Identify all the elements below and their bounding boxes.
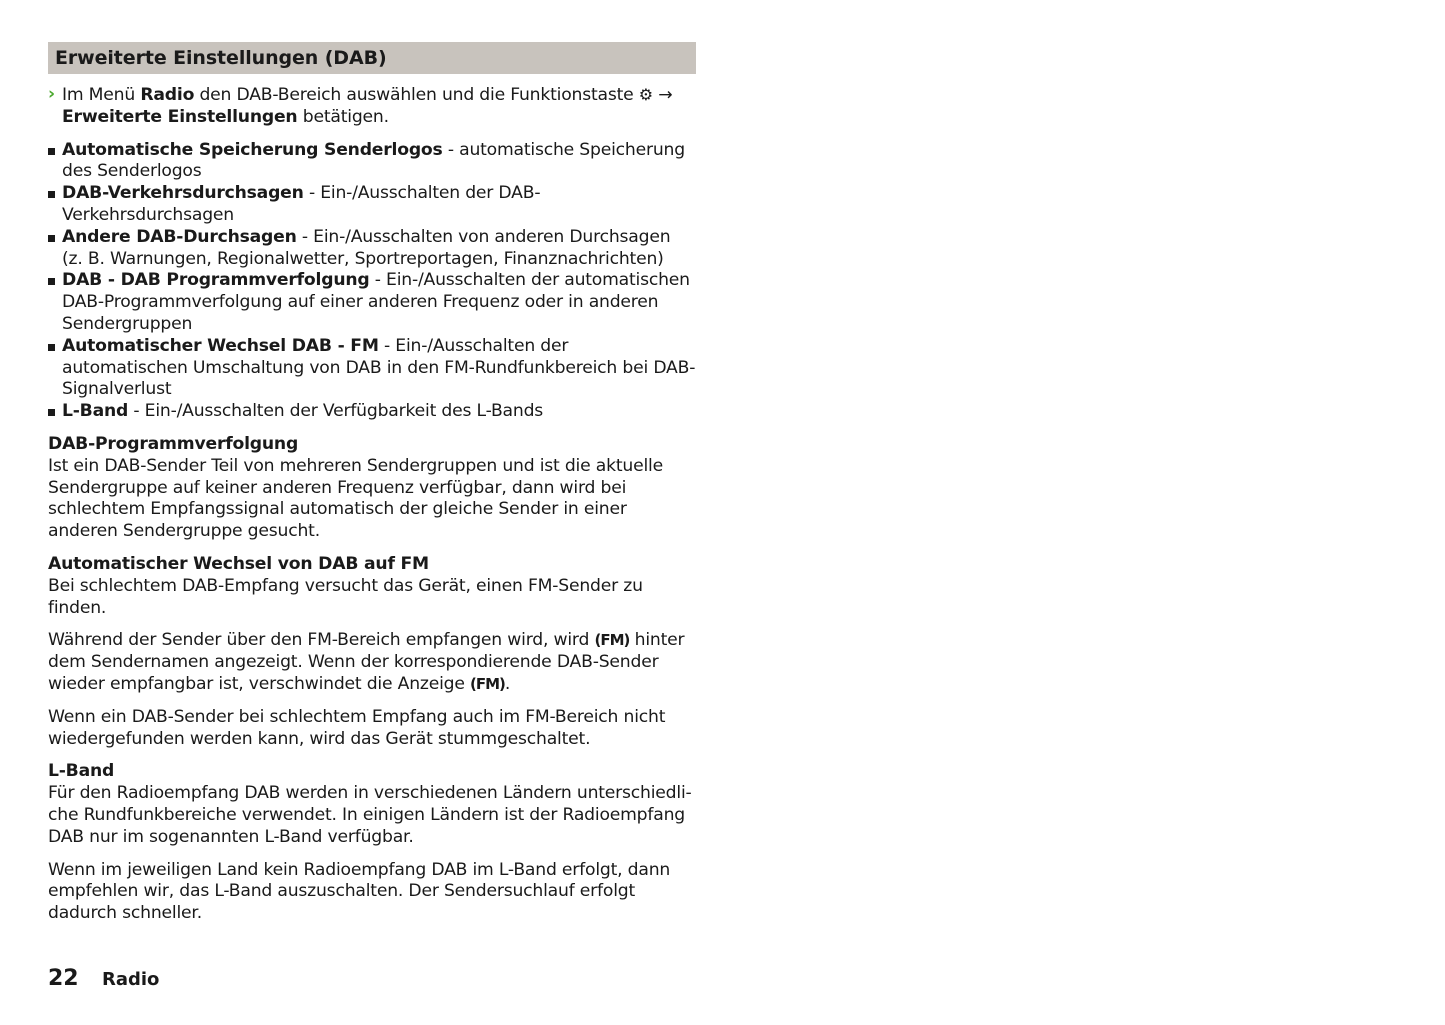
settings-gear-icon: ⚙ <box>638 85 653 104</box>
paragraph: Während der Sender über den FM-Bereich empfangen wird, wird (FM) hinter dem Sendernamen angezeigt. Wenn der korrespondierende DAB-Sender wieder empfangbar ist, verschwindet die Anzeige (FM). <box>48 630 685 694</box>
instruction-step <box>48 84 696 129</box>
bullet-icon <box>48 235 55 242</box>
paragraph: Ist ein DAB-Sender Teil von mehreren Sendergruppen und ist die aktuelle Sendergruppe auf keiner anderen Frequenz verfügbar, dann wird bei schlechtem Empfangssignal automatisch der gleiche Sender in einer anderen Sendergruppe gesucht. <box>48 455 663 542</box>
bullet-icon <box>48 409 55 416</box>
list-item: Automatische Speicherung Senderlogos - automatische Speicherung des Senderlogos <box>48 140 696 184</box>
fm-indicator-icon: (FM) <box>470 674 505 693</box>
fm-indicator-icon: (FM) <box>594 631 630 650</box>
options-list <box>48 140 696 423</box>
bullet-icon <box>48 278 55 285</box>
section-dab-fm <box>48 554 696 750</box>
menu-radio: Radio <box>140 85 195 105</box>
paragraph: Wenn im jeweiligen Land kein Radioempfang DAB im L-Band erfolgt, dann empfehlen wir, das L-Band auszuschalten. Der Sendersuchlauf erfolgt dadurch schneller. <box>48 859 671 924</box>
bullet-icon <box>48 344 55 351</box>
subheading: DAB-Programmverfolgung <box>48 433 299 454</box>
list-item: DAB - DAB Programmverfolgung - Ein-/Ausschalten der automatischen DAB-Programmverfolgung auf einer anderen Frequenz oder in anderen Sendergruppen <box>48 270 696 335</box>
bullet-icon <box>48 191 55 198</box>
arrow-icon: → <box>658 85 673 105</box>
instruction-text: Im Menü Radio den DAB-Bereich auswählen und die Funktionstaste ⚙ → Erweiterte Einstellungen betätigen. <box>62 85 673 127</box>
page-content <box>48 42 696 936</box>
page-number: 22 <box>48 966 79 991</box>
paragraph: Bei schlechtem DAB-Empfang versucht das Gerät, einen FM-Sender zu finden. <box>48 575 643 618</box>
section-programmverfolgung <box>48 434 696 543</box>
chevron-right-icon: › <box>48 84 55 104</box>
paragraph: Für den Radioempfang DAB werden in verschiedenen Ländern unterschiedliche Rundfunkbereiche verwendet. In einigen Ländern ist der Radioempfang DAB nur im sogenannten L-Band verfügbar. <box>48 783 692 847</box>
list-item: DAB-Verkehrsdurchsagen - Ein-/Ausschalten der DAB-Verkehrsdurchsagen <box>48 183 696 227</box>
bullet-icon <box>48 148 55 155</box>
section-lband <box>48 761 696 925</box>
subheading: L-Band <box>48 761 115 782</box>
section-heading: Erweiterte Einstellungen (DAB) <box>48 42 696 74</box>
footer-section-title: Radio <box>102 969 160 990</box>
list-item: L-Band - Ein-/Ausschalten der Verfügbarkeit des L-Bands <box>48 401 696 423</box>
list-item: Automatischer Wechsel DAB - FM - Ein-/Ausschalten der automatischen Umschaltung von DAB in den FM-Rundfunkbereich bei DAB-Signalverlust <box>48 336 696 401</box>
menu-advanced-settings: Erweiterte Einstellungen <box>62 106 298 127</box>
page-footer <box>48 966 159 996</box>
subheading: Automatischer Wechsel von DAB auf FM <box>48 553 429 574</box>
paragraph: Wenn ein DAB-Sender bei schlechtem Empfang auch im FM-Bereich nicht wiedergefunden werden kann, wird das Gerät stummgeschaltet. <box>48 706 666 749</box>
list-item: Andere DAB-Durchsagen - Ein-/Ausschalten von anderen Durchsagen (z. B. Warnungen, Regionalwetter, Sportreportagen, Finanznachrichten) <box>48 227 696 271</box>
